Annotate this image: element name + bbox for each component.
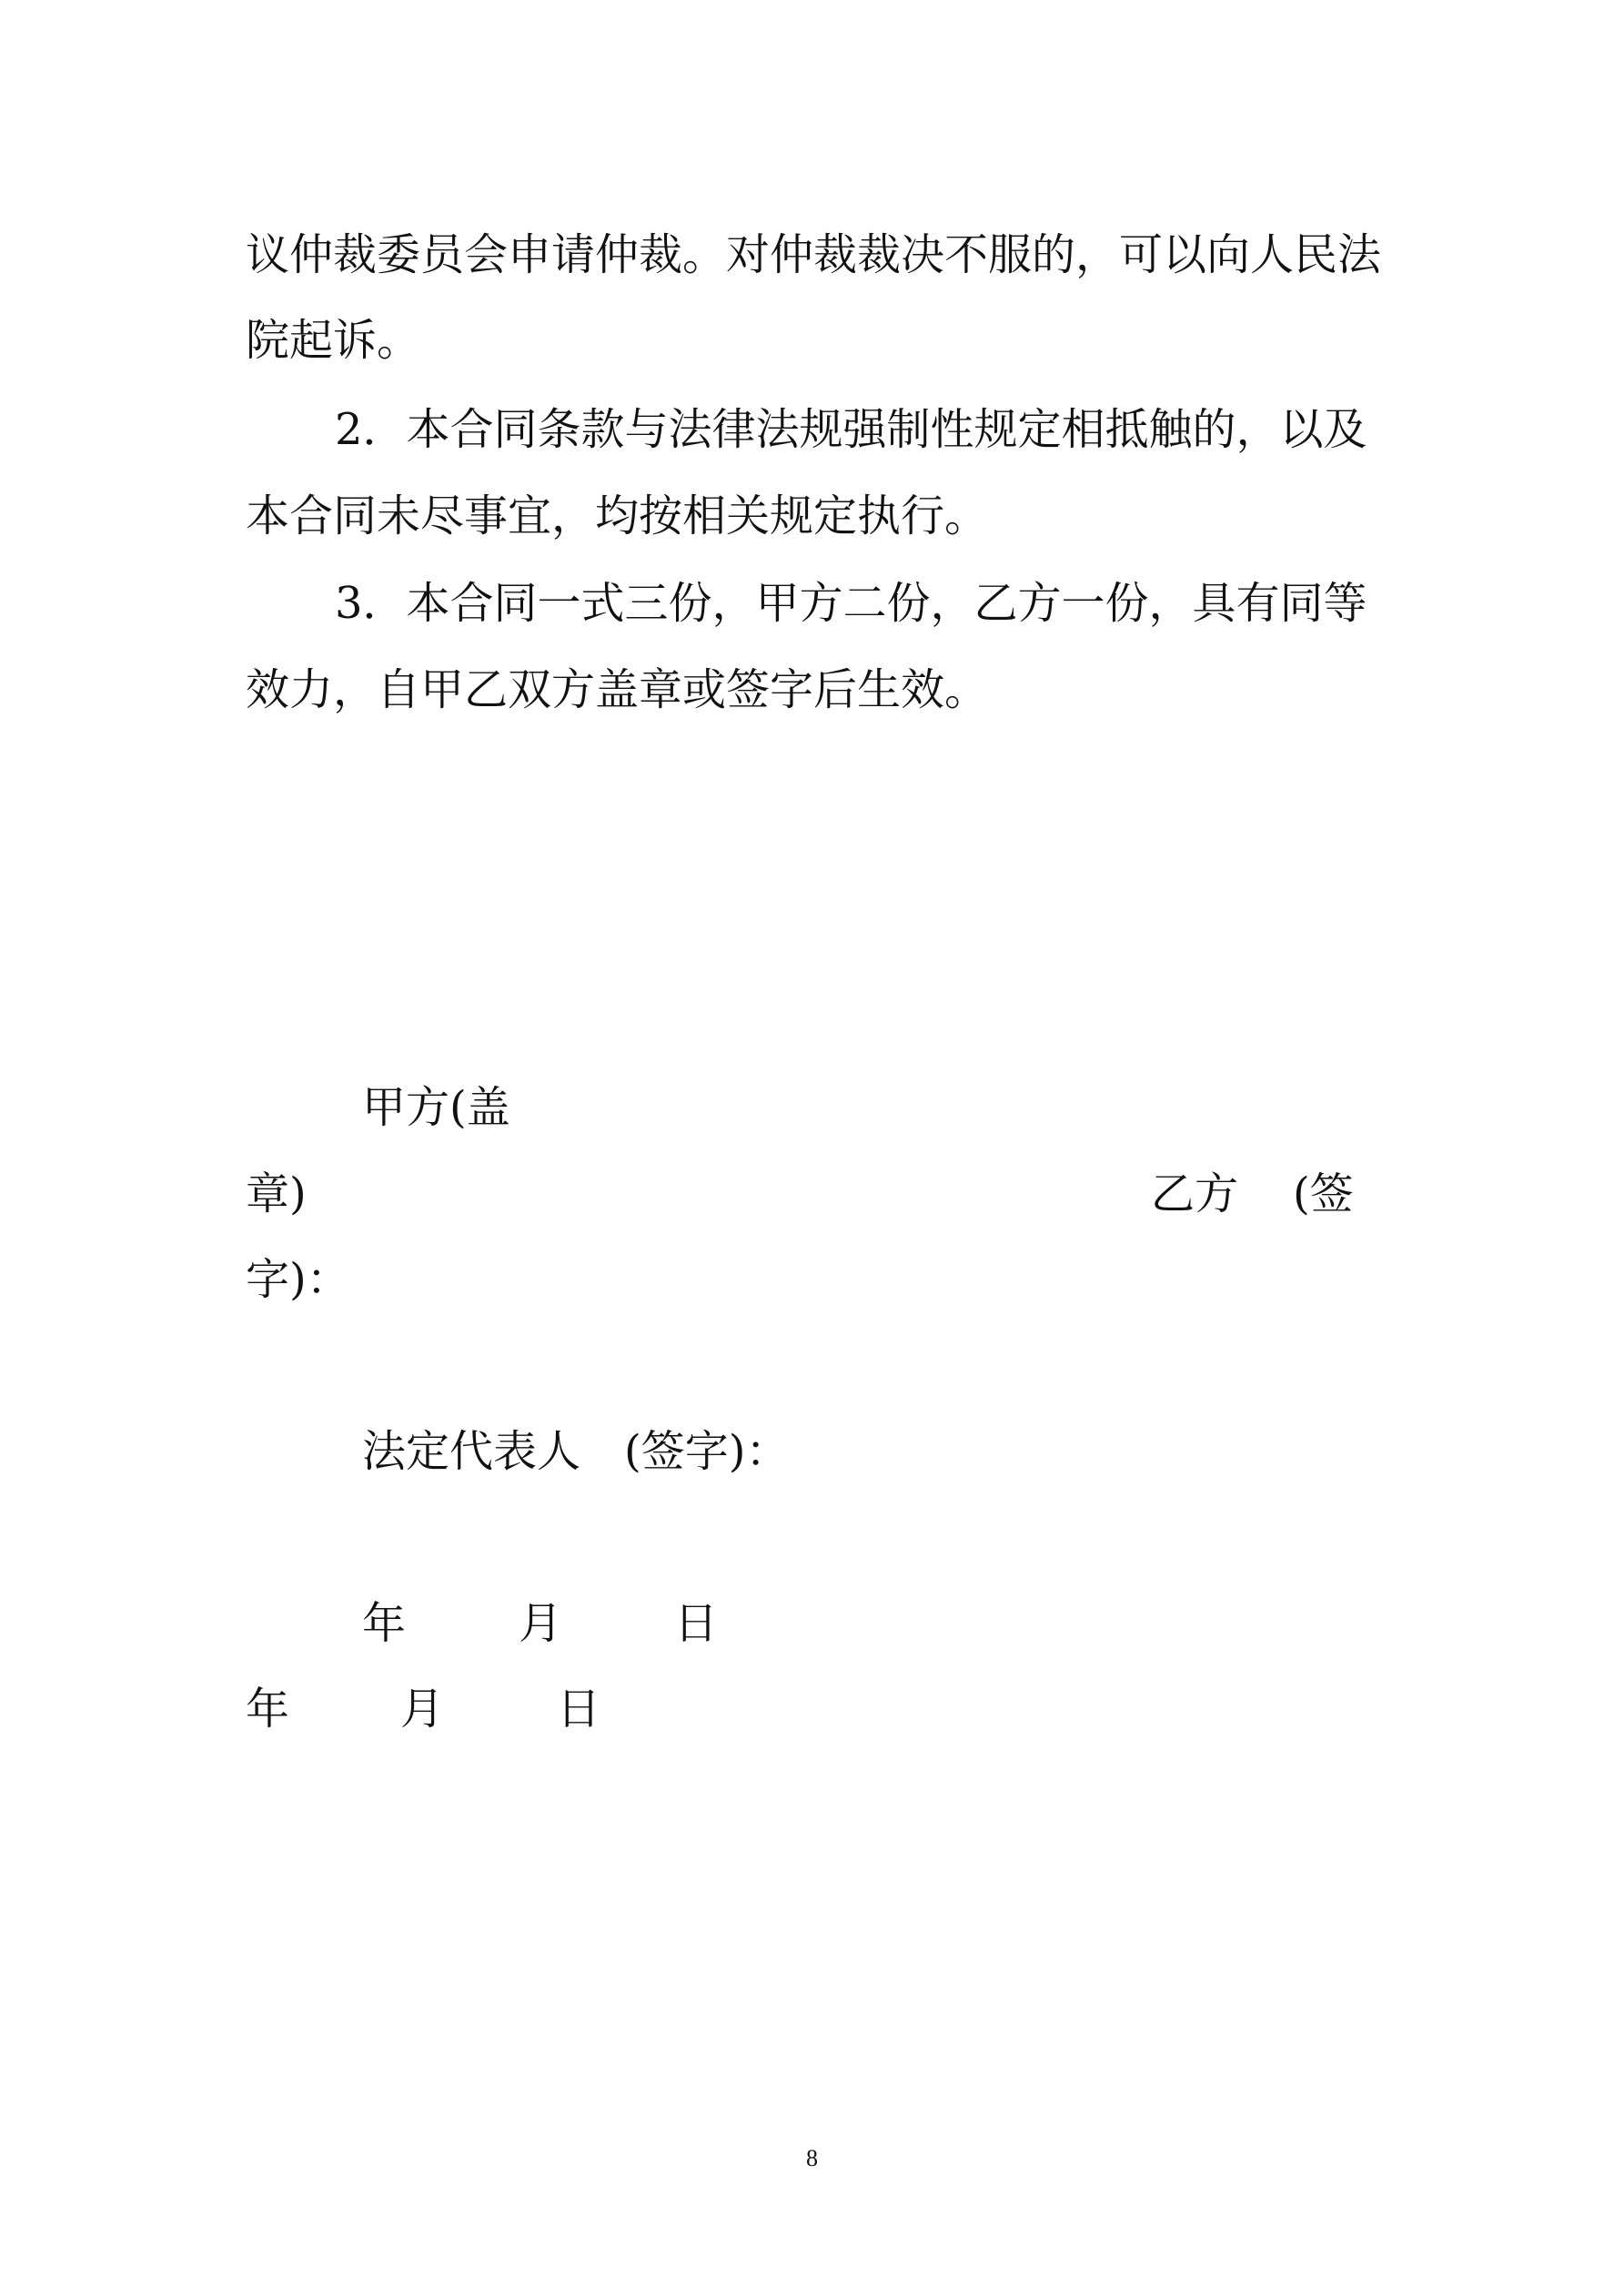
party-b-sign-label: (签	[1293, 1168, 1354, 1219]
body-line-2: 院起诉。	[246, 315, 421, 366]
date-day-label: 日	[557, 1684, 601, 1735]
party-a-seal-line-1: 甲方(盖	[362, 1082, 510, 1133]
party-b-date	[246, 1682, 701, 1736]
clause-2-line-2: 本合同未尽事宜，均按相关规定执行。	[246, 491, 989, 541]
party-b-signature-line-2: 字)：	[246, 1254, 350, 1305]
date-day-label: 日	[674, 1598, 719, 1649]
date-month-label: 月	[400, 1684, 445, 1735]
party-a-seal-line-2: 章)	[246, 1168, 307, 1219]
clause-3-line-2: 效力，自甲乙双方盖章或签字后生效。	[246, 664, 989, 715]
party-b-label: 乙方	[1151, 1168, 1239, 1219]
date-year-label: 年	[362, 1598, 407, 1649]
legal-representative-signature: 法定代表人 (签字)：	[362, 1426, 790, 1477]
date-year-label: 年	[246, 1684, 290, 1735]
party-b-signature	[1151, 1167, 1354, 1221]
date-month-label: 月	[519, 1598, 563, 1649]
page-number: 8	[806, 2145, 818, 2171]
clause-3-line-1: 3．本合同一式三份，甲方二份，乙方一份，具有同等	[335, 578, 1367, 629]
party-a-date	[362, 1596, 817, 1651]
clause-2-line-1: 2．本合同条款与法律法规强制性规定相抵触的，以及	[335, 404, 1367, 455]
body-line-1: 议仲裁委员会申请仲裁。对仲裁裁决不服的，可以向人民法	[246, 229, 1382, 280]
